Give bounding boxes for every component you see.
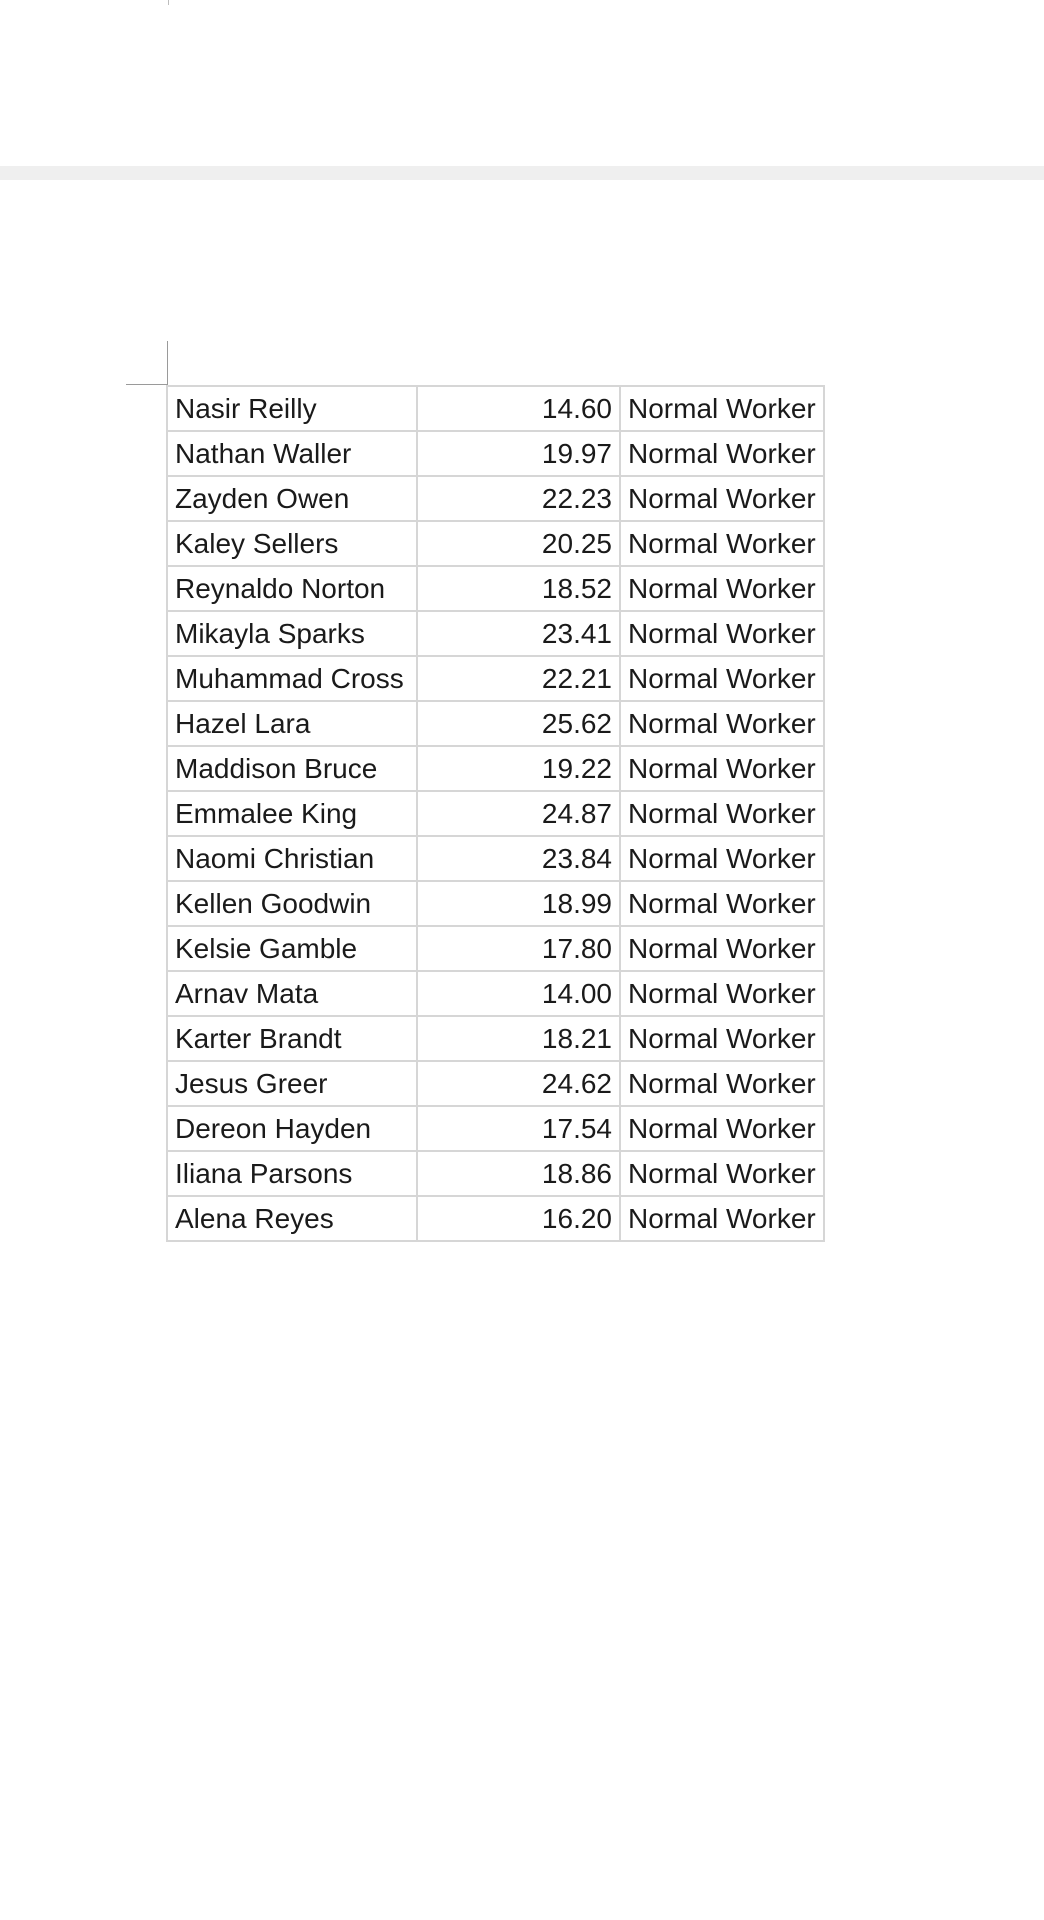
table-row (167, 791, 824, 836)
rate-cell[interactable]: 24.62 (417, 1061, 620, 1106)
rate-cell[interactable]: 19.22 (417, 746, 620, 791)
name-cell[interactable]: Hazel Lara (167, 701, 417, 746)
name-cell[interactable]: Nasir Reilly (167, 386, 417, 431)
rate-cell[interactable]: 16.20 (417, 1196, 620, 1241)
previous-page-bottom (0, 0, 1044, 166)
role-cell[interactable]: Normal Worker (620, 926, 824, 971)
rate-cell[interactable]: 18.52 (417, 566, 620, 611)
margin-corner-vertical (167, 341, 168, 385)
role-cell[interactable]: Normal Worker (620, 1106, 824, 1151)
role-cell[interactable]: Normal Worker (620, 1151, 824, 1196)
role-cell[interactable]: Normal Worker (620, 746, 824, 791)
name-cell[interactable]: Emmalee King (167, 791, 417, 836)
table-row (167, 881, 824, 926)
name-cell[interactable]: Naomi Christian (167, 836, 417, 881)
table-row (167, 431, 824, 476)
name-cell[interactable]: Muhammad Cross (167, 656, 417, 701)
rate-cell[interactable]: 17.80 (417, 926, 620, 971)
rate-cell[interactable]: 18.86 (417, 1151, 620, 1196)
name-cell[interactable]: Karter Brandt (167, 1016, 417, 1061)
table-row (167, 521, 824, 566)
worker-table-body (167, 386, 824, 1241)
role-cell[interactable]: Normal Worker (620, 971, 824, 1016)
name-cell[interactable]: Kellen Goodwin (167, 881, 417, 926)
table-row (167, 1151, 824, 1196)
rate-cell[interactable]: 14.60 (417, 386, 620, 431)
role-cell[interactable]: Normal Worker (620, 836, 824, 881)
table-row (167, 971, 824, 1016)
role-cell[interactable]: Normal Worker (620, 881, 824, 926)
table-row (167, 836, 824, 881)
role-cell[interactable]: Normal Worker (620, 1016, 824, 1061)
name-cell[interactable]: Reynaldo Norton (167, 566, 417, 611)
role-cell[interactable]: Normal Worker (620, 431, 824, 476)
name-cell[interactable]: Dereon Hayden (167, 1106, 417, 1151)
rate-cell[interactable]: 20.25 (417, 521, 620, 566)
rate-cell[interactable]: 24.87 (417, 791, 620, 836)
margin-corner-horizontal (126, 384, 168, 385)
rate-cell[interactable]: 14.00 (417, 971, 620, 1016)
table-row (167, 1061, 824, 1106)
rate-cell[interactable]: 19.97 (417, 431, 620, 476)
table-row (167, 926, 824, 971)
name-cell[interactable]: Arnav Mata (167, 971, 417, 1016)
role-cell[interactable]: Normal Worker (620, 1061, 824, 1106)
role-cell[interactable]: Normal Worker (620, 611, 824, 656)
role-cell[interactable]: Normal Worker (620, 701, 824, 746)
worker-table (166, 385, 825, 1242)
rate-cell[interactable]: 23.84 (417, 836, 620, 881)
rate-cell[interactable]: 18.99 (417, 881, 620, 926)
table-row (167, 746, 824, 791)
table-row (167, 566, 824, 611)
name-cell[interactable]: Alena Reyes (167, 1196, 417, 1241)
rate-cell[interactable]: 22.21 (417, 656, 620, 701)
role-cell[interactable]: Normal Worker (620, 566, 824, 611)
table-row (167, 1106, 824, 1151)
rate-cell[interactable]: 17.54 (417, 1106, 620, 1151)
name-cell[interactable]: Iliana Parsons (167, 1151, 417, 1196)
table-row (167, 1196, 824, 1241)
role-cell[interactable]: Normal Worker (620, 476, 824, 521)
table-row (167, 701, 824, 746)
margin-marker (168, 0, 169, 5)
rate-cell[interactable]: 18.21 (417, 1016, 620, 1061)
name-cell[interactable]: Kelsie Gamble (167, 926, 417, 971)
role-cell[interactable]: Normal Worker (620, 1196, 824, 1241)
table-row (167, 611, 824, 656)
name-cell[interactable]: Mikayla Sparks (167, 611, 417, 656)
rate-cell[interactable]: 23.41 (417, 611, 620, 656)
table-row (167, 386, 824, 431)
name-cell[interactable]: Kaley Sellers (167, 521, 417, 566)
rate-cell[interactable]: 22.23 (417, 476, 620, 521)
table-row (167, 1016, 824, 1061)
page-separator (0, 166, 1044, 180)
name-cell[interactable]: Maddison Bruce (167, 746, 417, 791)
role-cell[interactable]: Normal Worker (620, 656, 824, 701)
table-row (167, 476, 824, 521)
name-cell[interactable]: Nathan Waller (167, 431, 417, 476)
rate-cell[interactable]: 25.62 (417, 701, 620, 746)
name-cell[interactable]: Zayden Owen (167, 476, 417, 521)
table-row (167, 656, 824, 701)
role-cell[interactable]: Normal Worker (620, 521, 824, 566)
role-cell[interactable]: Normal Worker (620, 386, 824, 431)
name-cell[interactable]: Jesus Greer (167, 1061, 417, 1106)
role-cell[interactable]: Normal Worker (620, 791, 824, 836)
